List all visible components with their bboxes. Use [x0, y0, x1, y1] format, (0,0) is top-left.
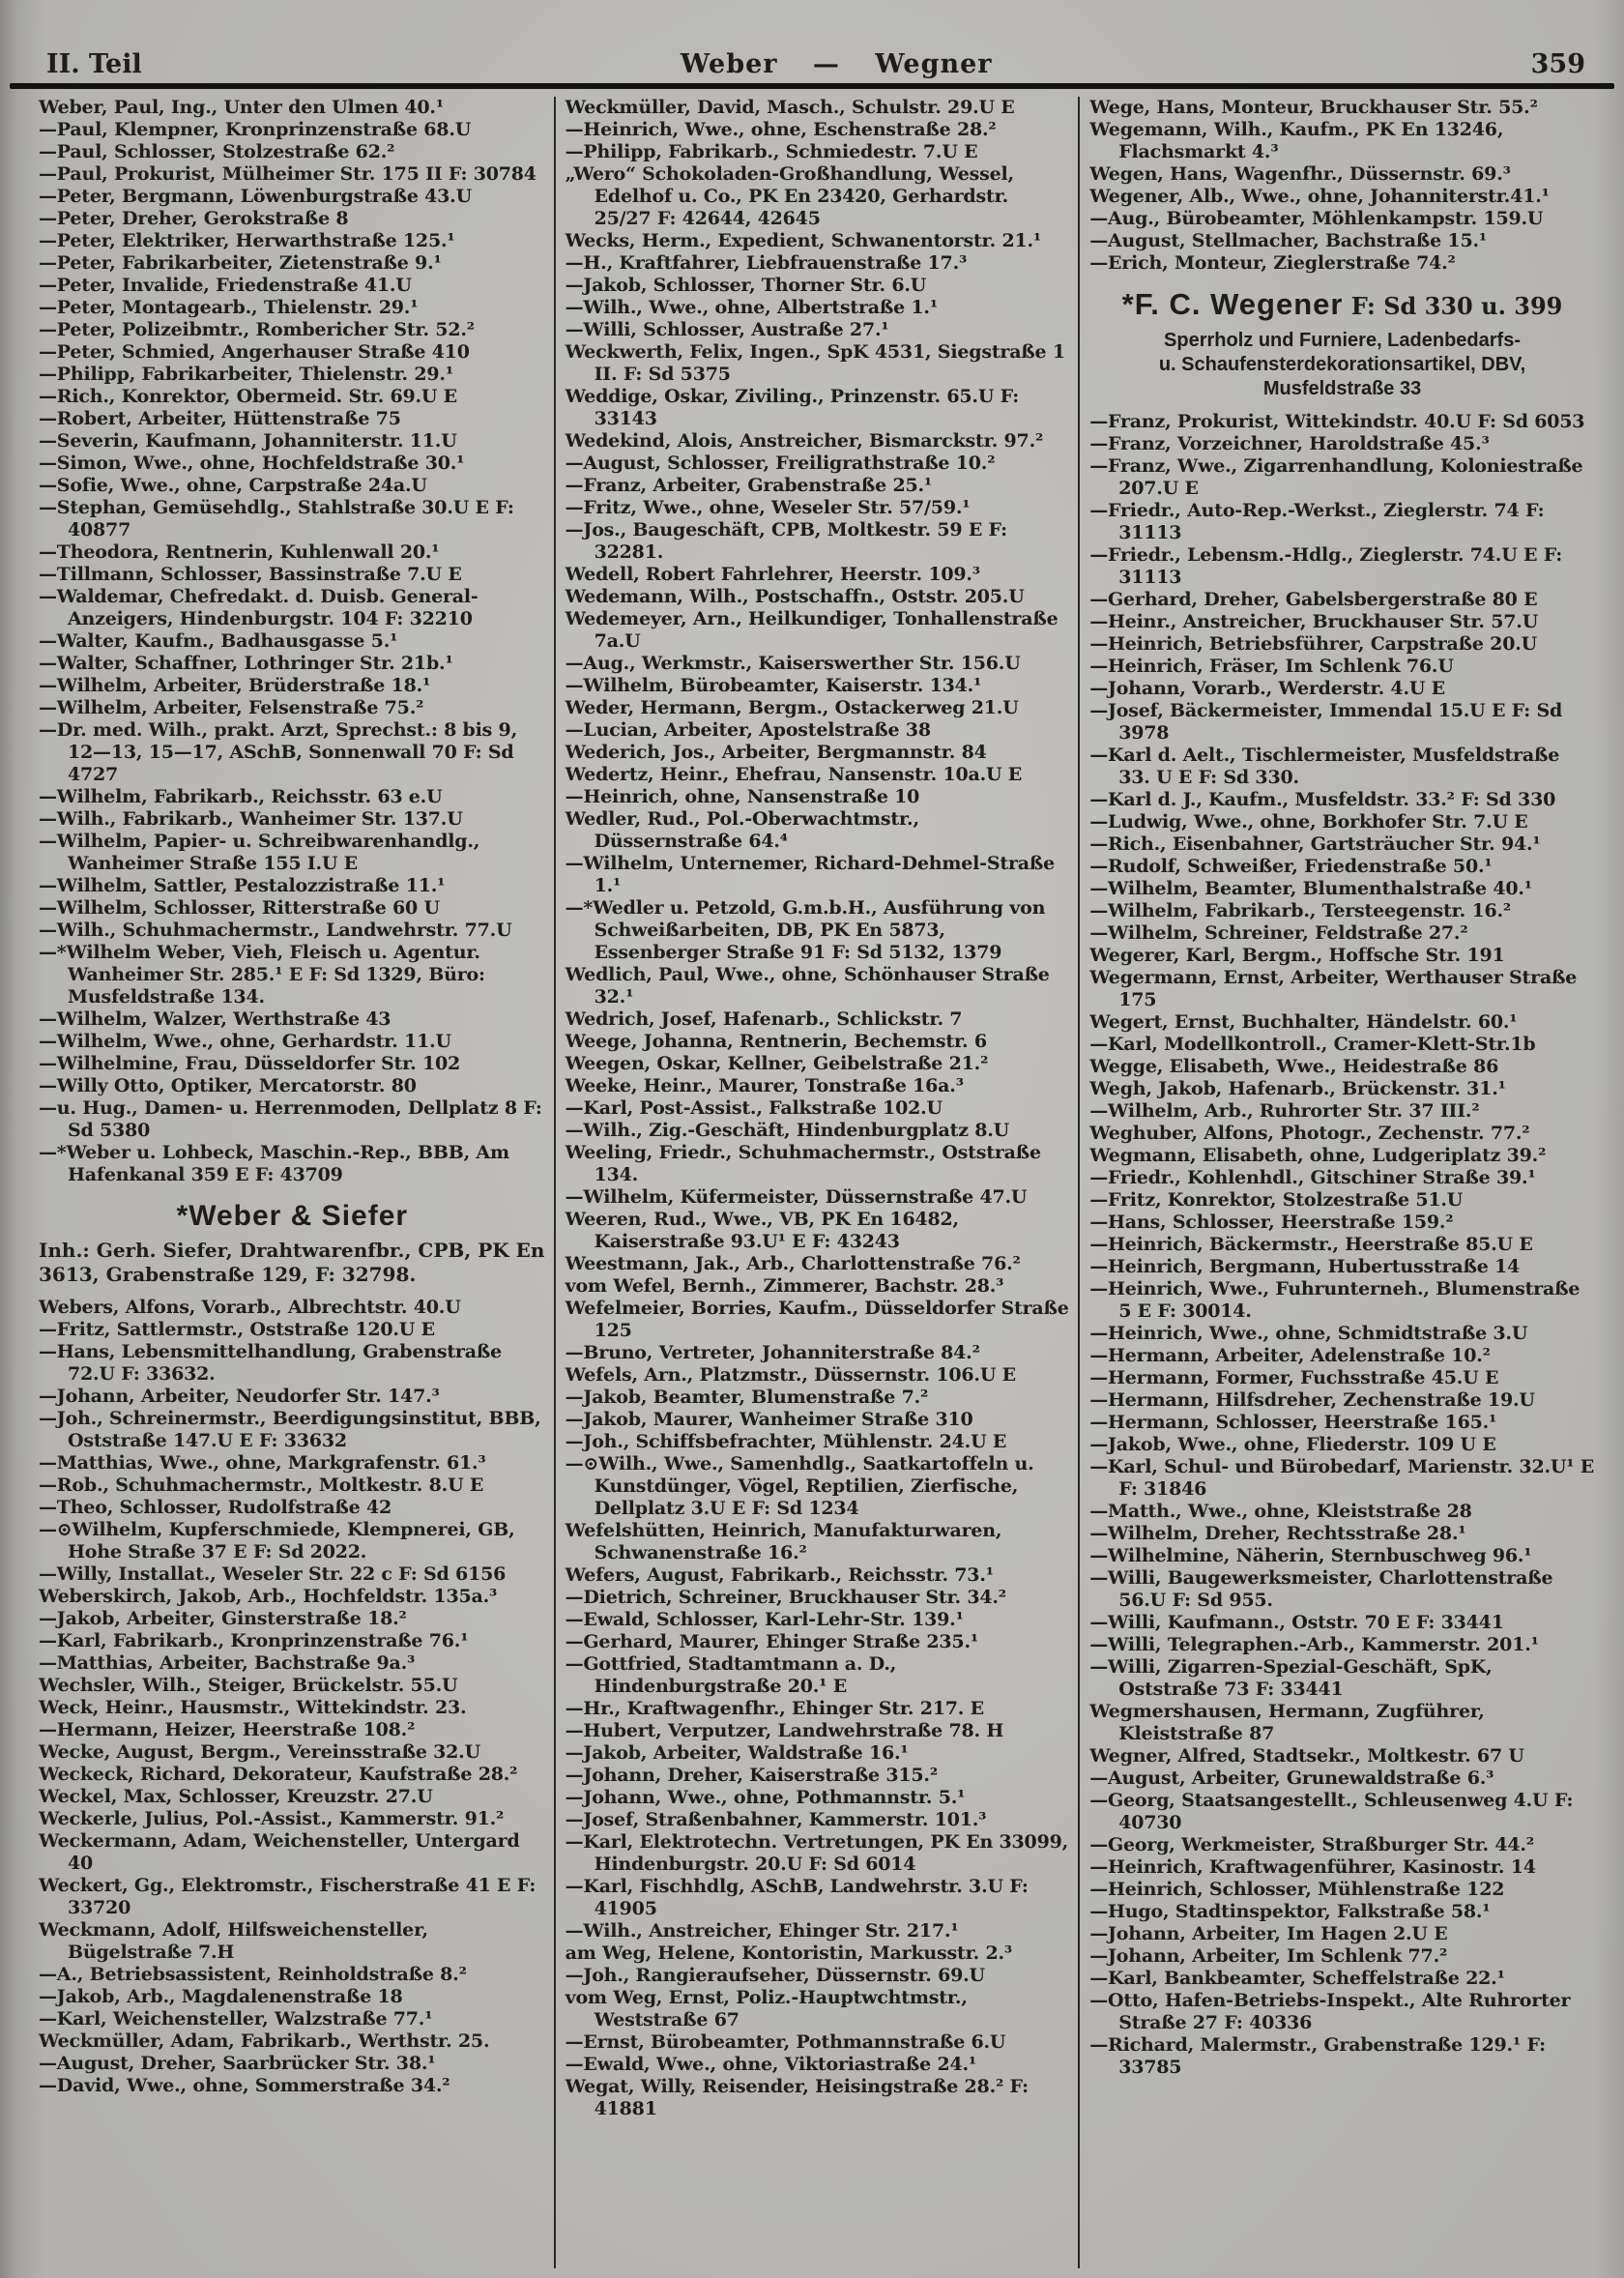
directory-entry: Weder, Hermann, Bergm., Ostackerweg 21.U — [565, 697, 1019, 718]
directory-entry: Weeke, Heinr., Maurer, Tonstraße 16a.³ — [565, 1075, 964, 1096]
directory-entry: —Peter, Schmied, Angerhauser Straße 410 — [39, 341, 470, 363]
directory-entry: —Heinr., Anstreicher, Bruckhauser Str. 57.U — [1089, 611, 1539, 632]
directory-entry: —Friedr., Auto-Rep.-Werkst., Zieglerstr. 74 F: 31113 — [1089, 500, 1545, 543]
directory-entry: —Rudolf, Schweißer, Friedenstraße 50.¹ — [1089, 856, 1493, 877]
directory-entry: —Fritz, Sattlermstr., Oststraße 120.U E — [39, 1319, 435, 1340]
directory-entry: Wegge, Elisabeth, Wwe., Heidestraße 86 — [1089, 1056, 1499, 1077]
directory-entry: —Heinrich, Bergmann, Hubertusstraße 14 — [1089, 1256, 1521, 1277]
directory-entry: —Johann, Dreher, Kaiserstraße 315.² — [565, 1765, 938, 1786]
directory-entry: —Tillmann, Schlosser, Bassinstraße 7.U E — [39, 564, 462, 585]
directory-entry: —Wilhelm, Schreiner, Feldstraße 27.² — [1089, 922, 1468, 944]
directory-entry: Wedell, Robert Fahrlehrer, Heerstr. 109.³ — [565, 564, 980, 585]
advert-line: u. Schaufensterdekorationsartikel, DBV, — [1158, 354, 1526, 375]
directory-entry: —Franz, Arbeiter, Grabenstraße 25.¹ — [565, 475, 933, 496]
directory-entry: —Friedr., Lebensm.-Hdlg., Zieglerstr. 74.U E F: 31113 — [1089, 544, 1563, 588]
directory-entry: —Matthias, Arbeiter, Bachstraße 9a.³ — [39, 1652, 416, 1674]
directory-entry: —H., Kraftfahrer, Liebfrauenstraße 17.³ — [565, 252, 968, 274]
directory-entry: —Wilhelm, Küfermeister, Düssernstraße 47.U — [565, 1186, 1028, 1208]
directory-entry: —Wilhelm, Bürobeamter, Kaiserstr. 134.¹ — [565, 675, 982, 696]
directory-entry: am Weg, Helene, Kontoristin, Markusstr. 2.³ — [565, 1942, 1013, 1964]
directory-entry: Wegermann, Ernst, Arbeiter, Werthauser Straße 175 — [1089, 967, 1578, 1010]
directory-entry: —⊙Wilh., Wwe., Samenhdlg., Saatkartoffeln u. Kunstdünger, Vögel, Reptilien, Zierfische, Dellplatz 3.U E F: Sd 1234 — [565, 1453, 1034, 1519]
directory-entry: Weckerle, Julius, Pol.-Assist., Kammerstr. 91.² — [39, 1808, 505, 1829]
directory-entry: —August, Schlosser, Freiligrathstraße 10.² — [565, 453, 996, 474]
directory-entry: Weckmann, Adolf, Hilfsweichensteller, Bügelstraße 7.H — [39, 1919, 428, 1963]
directory-entry: —Matthias, Wwe., ohne, Markgrafenstr. 61.³ — [39, 1452, 486, 1474]
directory-entry: —Wilhelm, Arbeiter, Brüderstraße 18.¹ — [39, 675, 431, 696]
directory-entry: —Jakob, Arbeiter, Waldstraße 16.¹ — [565, 1742, 909, 1764]
directory-entry: —Peter, Elektriker, Herwarthstraße 125.¹ — [39, 230, 455, 251]
directory-entry: —Johann, Arbeiter, Neudorfer Str. 147.³ — [39, 1386, 440, 1407]
directory-entry: —Walter, Schaffner, Lothringer Str. 21b.¹ — [39, 653, 453, 674]
directory-entry: Wedemeyer, Arn., Heilkundiger, Tonhallenstraße 7a.U — [565, 608, 1058, 652]
directory-entry: Weegen, Oskar, Kellner, Geibelstraße 21.² — [565, 1053, 989, 1074]
directory-entry: —Hugo, Stadtinspektor, Falkstraße 58.¹ — [1089, 1901, 1491, 1922]
directory-entry: —August, Arbeiter, Grunewaldstraße 6.³ — [1089, 1767, 1494, 1789]
directory-entry: —Ewald, Wwe., ohne, Viktoriastraße 24.¹ — [565, 2054, 977, 2075]
directory-entry: Wegemann, Wilh., Kaufm., PK En 13246, Flachsmarkt 4.³ — [1089, 119, 1504, 162]
directory-entry: Wederich, Jos., Arbeiter, Bergmannstr. 84 — [565, 742, 987, 763]
directory-entry: —Heinrich, Fräser, Im Schlenk 76.U — [1089, 656, 1454, 677]
directory-column-2 — [554, 97, 1079, 2268]
directory-entry: —⊙Wilhelm, Kupferschmiede, Klempnerei, GB, Hohe Straße 37 E F: Sd 2022. — [39, 1519, 515, 1562]
directory-entry: —u. Hug., Damen- u. Herrenmoden, Dellplatz 8 F: Sd 5380 — [39, 1097, 542, 1141]
directory-entry: —Heinrich, Wwe., ohne, Schmidtstraße 3.U — [1089, 1323, 1528, 1344]
directory-entry: Weckmüller, Adam, Fabrikarb., Werthstr. 25. — [39, 2030, 490, 2052]
directory-entry: —Gerhard, Maurer, Ehinger Straße 235.¹ — [565, 1631, 978, 1652]
directory-entry: —Karl, Fischhdlg, ASchB, Landwehrstr. 3.U F: 41905 — [565, 1876, 1029, 1919]
advert-block — [39, 1200, 546, 1287]
directory-entry: —David, Wwe., ohne, Sommerstraße 34.² — [39, 2075, 450, 2096]
page-number: 359 — [1530, 49, 1585, 79]
directory-entry: —Wilh., Schuhmachermstr., Landwehrstr. 77.U — [39, 920, 512, 941]
directory-entry: Wegner, Alfred, Stadtsekr., Moltkestr. 67 U — [1089, 1745, 1524, 1767]
directory-entry: —Jakob, Arbeiter, Ginsterstraße 18.² — [39, 1608, 407, 1629]
directory-column-3 — [1078, 97, 1603, 2268]
directory-entry: vom Wefel, Bernh., Zimmerer, Bachstr. 28.³ — [565, 1275, 1004, 1297]
directory-entry: —Wilhelm, Arb., Ruhrorter Str. 37 III.² — [1089, 1100, 1480, 1122]
directory-entry: —Peter, Bergmann, Löwenburgstraße 43.U — [39, 186, 472, 207]
directory-entry: Weberskirch, Jakob, Arb., Hochfeldstr. 135a.³ — [39, 1586, 498, 1607]
directory-entry: —Paul, Prokurist, Mülheimer Str. 175 II F: 30784 — [39, 163, 536, 185]
directory-column-1 — [29, 97, 554, 2268]
directory-entry: Wefels, Arn., Platzmstr., Düssernstr. 106.U E — [565, 1364, 1016, 1386]
directory-entry: Weber, Paul, Ing., Unter den Ulmen 40.¹ — [39, 97, 444, 118]
directory-entry: —Jos., Baugeschäft, CPB, Moltkestr. 59 E F: 32281. — [565, 519, 1007, 563]
directory-entry: —Karl, Fabrikarb., Kronprinzenstraße 76.¹ — [39, 1630, 469, 1651]
directory-entry: —Ludwig, Wwe., ohne, Borkhofer Str. 7.U E — [1089, 811, 1528, 832]
advert-line: Sperrholz und Furniere, Ladenbedarfs- — [1164, 330, 1521, 351]
directory-entry: —Erich, Monteur, Zieglerstraße 74.² — [1089, 252, 1456, 274]
directory-entry: —Willy, Installat., Weseler Str. 22 c F: Sd 6156 — [39, 1563, 507, 1585]
directory-entry: —Wilhelmine, Frau, Düsseldorfer Str. 102 — [39, 1053, 461, 1074]
directory-entry: —Johann, Arbeiter, Im Hagen 2.U E — [1089, 1923, 1448, 1944]
directory-entry: Weestmann, Jak., Arb., Charlottenstraße 76.² — [565, 1253, 1021, 1274]
directory-entry: —Willi, Kaufmann., Oststr. 70 E F: 33441 — [1089, 1612, 1504, 1633]
directory-entry: —Wilhelm, Papier- u. Schreibwarenhandlg., Wanheimer Straße 155 I.U E — [39, 831, 480, 874]
directory-entry: —Robert, Arbeiter, Hüttenstraße 75 — [39, 408, 401, 429]
directory-entry: —Jakob, Beamter, Blumenstraße 7.² — [565, 1387, 929, 1408]
directory-entry: —Josef, Bäckermeister, Immendal 15.U E F: Sd 3978 — [1089, 700, 1563, 744]
directory-entry: —Wilhelm, Beamter, Blumenthalstraße 40.¹ — [1089, 878, 1532, 899]
directory-entry: —Wilhelm, Fabrikarb., Reichsstr. 63 e.U — [39, 786, 443, 807]
directory-entry: „Wero“ Schokoladen-Großhandlung, Wessel, Edelhof u. Co., PK En 23420, Gerhardstr. 25/27 F: 42644, 42645 — [565, 163, 1014, 229]
directory-entry: —Jakob, Wwe., ohne, Fliederstr. 109 U E — [1089, 1434, 1496, 1455]
directory-entry: Wedekind, Alois, Anstreicher, Bismarckstr. 97.² — [565, 430, 1044, 452]
directory-entry: Weck, Heinr., Hausmstr., Wittekindstr. 23. — [39, 1697, 467, 1718]
directory-entry: Wedrich, Josef, Hafenarb., Schlickstr. 7 — [565, 1008, 963, 1030]
directory-entry: —Otto, Hafen-Betriebs-Inspekt., Alte Ruhrorter Straße 27 F: 40336 — [1089, 1990, 1571, 2033]
directory-entry: —Karl, Post-Assist., Falkstraße 102.U — [565, 1097, 942, 1119]
directory-entry: —Paul, Schlosser, Stolzestraße 62.² — [39, 141, 395, 162]
directory-entry: —Philipp, Fabrikarbeiter, Thielenstr. 29.¹ — [39, 364, 453, 385]
directory-entry: —Heinrich, Wwe., ohne, Eschenstraße 28.² — [565, 119, 997, 140]
directory-entry: —Wilhelm, Arbeiter, Felsenstraße 75.² — [39, 697, 424, 718]
directory-entry: —Wilh., Anstreicher, Ehinger Str. 217.¹ — [565, 1920, 959, 1942]
directory-entry: Weckeck, Richard, Dekorateur, Kaufstraße 28.² — [39, 1764, 518, 1785]
directory-entry: —Josef, Straßenbahner, Kammerstr. 101.³ — [565, 1809, 987, 1830]
directory-entry: —*Wedler u. Petzold, G.m.b.H., Ausführung von Schweißarbeiten, DB, PK En 5873, Essenberger Straße 91 F: Sd 5132, 1379 — [565, 897, 1046, 963]
directory-entry: —Georg, Werkmeister, Straßburger Str. 44.² — [1089, 1834, 1534, 1855]
directory-entry: Wefelshütten, Heinrich, Manufakturwaren, Schwanenstraße 16.² — [565, 1520, 1002, 1563]
directory-entry: —Hermann, Hilfsdreher, Zechenstraße 19.U — [1089, 1389, 1535, 1411]
directory-entry: —Wilhelm, Dreher, Rechtsstraße 28.¹ — [1089, 1523, 1466, 1544]
directory-entry: Weghuber, Alfons, Photogr., Zechenstr. 77.² — [1089, 1123, 1530, 1144]
directory-entry: —Bruno, Vertreter, Johanniterstraße 84.² — [565, 1342, 980, 1363]
directory-entry: —Hermann, Schlosser, Heerstraße 165.¹ — [1089, 1412, 1497, 1433]
directory-entry: —Wilh., Zig.-Geschäft, Hindenburgplatz 8.U — [565, 1120, 1010, 1141]
directory-entry: —Matth., Wwe., ohne, Kleiststraße 28 — [1089, 1501, 1472, 1522]
directory-entry: —Dietrich, Schreiner, Bruckhauser Str. 34.² — [565, 1587, 1006, 1608]
directory-columns — [29, 97, 1603, 2268]
directory-entry: —Hubert, Verputzer, Landwehrstraße 78. H — [565, 1720, 1004, 1741]
directory-entry: Weege, Johanna, Rentnerin, Bechemstr. 6 — [565, 1031, 987, 1052]
directory-entry: —Heinrich, Kraftwagenführer, Kasinostr. 14 — [1089, 1856, 1536, 1878]
directory-entry: —Ernst, Bürobeamter, Pothmannstraße 6.U — [565, 2031, 1006, 2053]
directory-entry: Weckert, Gg., Elektromstr., Fischerstraße 41 E F: 33720 — [39, 1875, 536, 1918]
directory-entry: Wefers, August, Fabrikarb., Reichsstr. 73.¹ — [565, 1564, 994, 1586]
directory-entry: Weeling, Friedr., Schuhmachermstr., Oststraße 134. — [565, 1142, 1041, 1185]
advert-phone-note: F: Sd 330 u. 399 — [1343, 292, 1563, 320]
directory-entry: —Willi, Zigarren-Spezial-Geschäft, SpK, Oststraße 73 F: 33441 — [1089, 1656, 1493, 1700]
directory-entry: —Joh., Schiffsbefrachter, Mühlenstr. 24.U E — [565, 1431, 1007, 1452]
advert-line: Musfeldstraße 33 — [1262, 378, 1422, 399]
directory-entry: —Hans, Schlosser, Heerstraße 159.² — [1089, 1212, 1454, 1233]
directory-entry: —Franz, Vorzeichner, Haroldstraße 45.³ — [1089, 433, 1490, 454]
directory-entry: —Heinrich, Schlosser, Mühlenstraße 122 — [1089, 1879, 1505, 1900]
directory-entry: Wedemann, Wilh., Postschaffn., Oststr. 205.U — [565, 586, 1025, 607]
directory-entry: vom Weg, Ernst, Poliz.-Hauptwchtmstr., Weststraße 67 — [565, 1987, 968, 2030]
directory-entry: Wegert, Ernst, Buchhalter, Händelstr. 60.¹ — [1089, 1011, 1518, 1033]
directory-entry: —Wilh., Fabrikarb., Wanheimer Str. 137.U — [39, 808, 463, 830]
running-header: Weber — Wegner — [680, 49, 993, 79]
directory-entry: —Wilhelm, Sattler, Pestalozzistraße 11.¹ — [39, 875, 446, 896]
directory-entry: Wefelmeier, Borries, Kaufm., Düsseldorfer Straße 125 — [565, 1298, 1069, 1341]
directory-entry: —Jakob, Schlosser, Thorner Str. 6.U — [565, 275, 927, 296]
directory-entry: —August, Stellmacher, Bachstraße 15.¹ — [1089, 230, 1488, 251]
directory-entry: Wecke, August, Bergm., Vereinsstraße 32.U — [39, 1741, 480, 1763]
directory-entry: —Lucian, Arbeiter, Apostelstraße 38 — [565, 719, 931, 741]
directory-entry: Wegen, Hans, Wagenfhr., Düssernstr. 69.³ — [1089, 163, 1511, 185]
directory-entry: —Gottfried, Stadtamtmann a. D., Hindenburgstraße 20.¹ E — [565, 1653, 897, 1697]
directory-entry: —August, Dreher, Saarbrücker Str. 38.¹ — [39, 2053, 436, 2074]
directory-entry: —Ewald, Schlosser, Karl-Lehr-Str. 139.¹ — [565, 1609, 964, 1630]
directory-entry: Weddige, Oskar, Ziviling., Prinzenstr. 65.U F: 33143 — [565, 386, 1020, 429]
directory-entry: —Karl d. Aelt., Tischlermeister, Musfeldstraße 33. U E F: Sd 330. — [1089, 745, 1560, 788]
directory-entry: Wege, Hans, Monteur, Bruckhauser Str. 55.² — [1089, 97, 1538, 118]
directory-entry: —Aug., Bürobeamter, Möhlenkampstr. 159.U — [1089, 208, 1544, 229]
directory-entry: Wegh, Jakob, Hafenarb., Brückenstr. 31.¹ — [1089, 1078, 1506, 1099]
directory-entry: —Hermann, Arbeiter, Adelenstraße 10.² — [1089, 1345, 1491, 1366]
directory-entry: —Fritz, Wwe., ohne, Weseler Str. 57/59.¹ — [565, 497, 971, 518]
page-header — [46, 39, 1585, 79]
directory-entry: —Heinrich, Betriebsführer, Carpstraße 20.U — [1089, 633, 1537, 655]
directory-entry: —Theo, Schlosser, Rudolfstraße 42 — [39, 1497, 392, 1518]
directory-entry: —Simon, Wwe., ohne, Hochfeldstraße 30.¹ — [39, 453, 465, 474]
directory-entry: —Karl, Schul- und Bürobedarf, Marienstr. 32.U¹ E F: 31846 — [1089, 1456, 1595, 1500]
directory-entry: —Aug., Werkmstr., Kaiserswerther Str. 156.U — [565, 653, 1021, 674]
directory-entry: —Peter, Polizeibmtr., Rombericher Str. 52.² — [39, 319, 475, 340]
directory-entry: —Johann, Wwe., ohne, Pothmannstr. 5.¹ — [565, 1787, 966, 1808]
directory-entry: —Johann, Arbeiter, Im Schlenk 77.² — [1089, 1945, 1448, 1967]
directory-entry: —Heinrich, Bäckermstr., Heerstraße 85.U E — [1089, 1234, 1533, 1255]
directory-entry: —Heinrich, Wwe., Fuhrunterneh., Blumenstraße 5 E F: 30014. — [1089, 1278, 1580, 1322]
directory-entry: —Willi, Baugewerksmeister, Charlottenstraße 56.U F: Sd 955. — [1089, 1567, 1553, 1611]
directory-entry: —Jakob, Arb., Magdalenenstraße 18 — [39, 1986, 403, 2007]
advert-title: *F. C. Wegener F: Sd 330 u. 399 — [1121, 287, 1563, 321]
directory-entry: —Friedr., Kohlenhdl., Gitschiner Straße 39.¹ — [1089, 1167, 1536, 1188]
directory-entry: Wegmann, Elisabeth, ohne, Ludgeriplatz 39.² — [1089, 1145, 1547, 1166]
directory-entry: —Rich., Eisenbahner, Gartsträucher Str. 94.¹ — [1089, 833, 1541, 855]
directory-entry: —Karl, Weichensteller, Walzstraße 77.¹ — [39, 2008, 433, 2030]
directory-entry: Wegat, Willy, Reisender, Heisingstraße 28.² F: 41881 — [565, 2076, 1029, 2119]
advert-line: Inh.: Gerh. Siefer, Drahtwarenfbr., CPB, PK En 3613, Grabenstraße 129, F: 32798. — [39, 1239, 545, 1286]
directory-entry: Weckmüller, David, Masch., Schulstr. 29.U E — [565, 97, 1015, 118]
directory-entry: —Franz, Wwe., Zigarrenhandlung, Koloniestraße 207.U E — [1089, 455, 1583, 499]
directory-entry: Wegerer, Karl, Bergm., Hoffsche Str. 191 — [1089, 945, 1505, 966]
directory-entry: —Wilhelm, Schlosser, Ritterstraße 60 U — [39, 897, 440, 919]
directory-entry: —Wilhelm, Walzer, Werthstraße 43 — [39, 1008, 392, 1030]
directory-entry: —Sofie, Wwe., ohne, Carpstraße 24a.U — [39, 475, 427, 496]
directory-entry: —Karl, Elektrotechn. Vertretungen, PK En 33099, Hindenburgstr. 20.U F: Sd 6014 — [565, 1831, 1069, 1875]
directory-entry: —Georg, Staatsangestellt., Schleusenweg 4.U F: 40730 — [1089, 1790, 1574, 1833]
advert-title: *Weber & Siefer — [176, 1200, 409, 1232]
directory-entry: —Theodora, Rentnerin, Kuhlenwall 20.¹ — [39, 541, 440, 563]
directory-entry: Weckel, Max, Schlosser, Kreuzstr. 27.U — [39, 1786, 433, 1807]
directory-entry: —Paul, Klempner, Kronprinzenstraße 68.U — [39, 119, 472, 140]
directory-entry: Wedler, Rud., Pol.-Oberwachtmstr., Düssernstraße 64.⁴ — [565, 808, 919, 852]
directory-entry: —Fritz, Konrektor, Stolzestraße 51.U — [1089, 1189, 1464, 1211]
directory-entry: —Karl, Modellkontroll., Cramer-Klett-Str.1b — [1089, 1034, 1536, 1055]
directory-entry: —Johann, Vorarb., Werderstr. 4.U E — [1089, 678, 1445, 699]
directory-entry: —Willi, Telegraphen.-Arb., Kammerstr. 201.¹ — [1089, 1634, 1539, 1655]
directory-entry: —Karl d. J., Kaufm., Musfeldstr. 33.² F: Sd 330 — [1089, 789, 1556, 810]
directory-entry: Wedertz, Heinr., Ehefrau, Nansenstr. 10a.U E — [565, 764, 1023, 785]
directory-entry: —Hermann, Former, Fuchsstraße 45.U E — [1089, 1367, 1499, 1388]
directory-entry: Wegener, Alb., Wwe., ohne, Johanniterstr.41.¹ — [1089, 186, 1550, 207]
directory-entry: —Joh., Schreinermstr., Beerdigungsinstitut, BBB, Oststraße 147.U E F: 33632 — [39, 1408, 541, 1451]
directory-entry: —Willy Otto, Optiker, Mercatorstr. 80 — [39, 1075, 417, 1096]
directory-entry: —Peter, Invalide, Friedenstraße 41.U — [39, 275, 412, 296]
directory-entry: —Peter, Montagearb., Thielenstr. 29.¹ — [39, 297, 419, 318]
directory-entry: —Willi, Schlosser, Austraße 27.¹ — [565, 319, 889, 340]
directory-entry: Weckwerth, Felix, Ingen., SpK 4531, Siegstraße 1 II. F: Sd 5375 — [565, 341, 1065, 385]
directory-entry: Webers, Alfons, Vorarb., Albrechtstr. 40.U — [39, 1297, 461, 1318]
directory-entry: —A., Betriebsassistent, Reinholdstraße 8.² — [39, 1964, 467, 1985]
directory-entry: —Peter, Fabrikarbeiter, Zietenstraße 9.¹ — [39, 252, 442, 274]
directory-entry: —Wilhelm, Fabrikarb., Tersteegenstr. 16.² — [1089, 900, 1512, 921]
directory-entry: —Hans, Lebensmittelhandlung, Grabenstraße 72.U F: 33632. — [39, 1341, 502, 1385]
directory-entry: Wedlich, Paul, Wwe., ohne, Schönhauser Straße 32.¹ — [565, 964, 1050, 1008]
directory-entry: —Franz, Prokurist, Wittekindstr. 40.U F: Sd 6053 — [1089, 411, 1585, 432]
directory-entry: —Dr. med. Wilh., prakt. Arzt, Sprechst.: 8 bis 9, 12—13, 15—17, ASchB, Sonnenwall 70 F: Sd 4727 — [39, 719, 517, 785]
section-label: II. Teil — [46, 49, 142, 79]
directory-entry: —Rich., Konrektor, Obermeid. Str. 69.U E — [39, 386, 457, 407]
directory-entry: —Rob., Schuhmachermstr., Moltkestr. 8.U E — [39, 1475, 484, 1496]
directory-entry: —Wilh., Wwe., ohne, Albertstraße 1.¹ — [565, 297, 938, 318]
directory-entry: —Hermann, Heizer, Heerstraße 108.² — [39, 1719, 416, 1740]
directory-entry: —Wilhelm, Wwe., ohne, Gerhardstr. 11.U — [39, 1031, 451, 1052]
header-rule — [10, 83, 1614, 89]
directory-entry: —Gerhard, Dreher, Gabelsbergerstraße 80 E — [1089, 589, 1538, 610]
directory-entry: —Karl, Bankbeamter, Scheffelstraße 22.¹ — [1089, 1968, 1505, 1989]
advert-block — [1089, 288, 1595, 401]
directory-entry: —Richard, Malermstr., Grabenstraße 129.¹ F: 33785 — [1089, 2034, 1546, 2078]
directory-entry: Wecks, Herm., Expedient, Schwanentorstr. 21.¹ — [565, 230, 1042, 251]
directory-entry: —Waldemar, Chefredakt. d. Duisb. General-Anzeigers, Hindenburgstr. 104 F: 32210 — [39, 586, 478, 629]
directory-entry: —Philipp, Fabrikarb., Schmiedestr. 7.U E — [565, 141, 978, 162]
directory-entry: Wegmershausen, Hermann, Zugführer, Kleiststraße 87 — [1089, 1701, 1485, 1744]
directory-entry: —Jakob, Maurer, Wanheimer Straße 310 — [565, 1409, 973, 1430]
directory-entry: —Heinrich, ohne, Nansenstraße 10 — [565, 786, 920, 807]
directory-entry: Wechsler, Wilh., Steiger, Brückelstr. 55.U — [39, 1675, 458, 1696]
directory-entry: —*Wilhelm Weber, Vieh, Fleisch u. Agentur. Wanheimer Str. 285.¹ E F: Sd 1329, Büro: Musfeldstraße 134. — [39, 942, 485, 1008]
directory-entry: —Wilhelmine, Näherin, Sternbuschweg 96.¹ — [1089, 1545, 1532, 1566]
directory-entry: —Wilhelm, Unternemer, Richard-Dehmel-Straße 1.¹ — [565, 853, 1056, 896]
directory-entry: —*Weber u. Lohbeck, Maschin.-Rep., BBB, Am Hafenkanal 359 E F: 43709 — [39, 1142, 509, 1185]
directory-entry: —Stephan, Gemüsehdlg., Stahlstraße 30.U E F: 40877 — [39, 497, 514, 540]
directory-entry: —Joh., Rangieraufseher, Düssernstr. 69.U — [565, 1965, 985, 1986]
directory-entry: Weeren, Rud., Wwe., VB, PK En 16482, Kaiserstraße 93.U¹ E F: 43243 — [565, 1209, 959, 1252]
directory-entry: —Walter, Kaufm., Badhausgasse 5.¹ — [39, 630, 398, 652]
directory-entry: —Peter, Dreher, Gerokstraße 8 — [39, 208, 349, 229]
directory-entry: —Hr., Kraftwagenfhr., Ehinger Str. 217. E — [565, 1698, 984, 1719]
directory-entry: —Severin, Kaufmann, Johanniterstr. 11.U — [39, 430, 457, 452]
directory-entry: Weckermann, Adam, Weichensteller, Untergard 40 — [39, 1830, 520, 1874]
